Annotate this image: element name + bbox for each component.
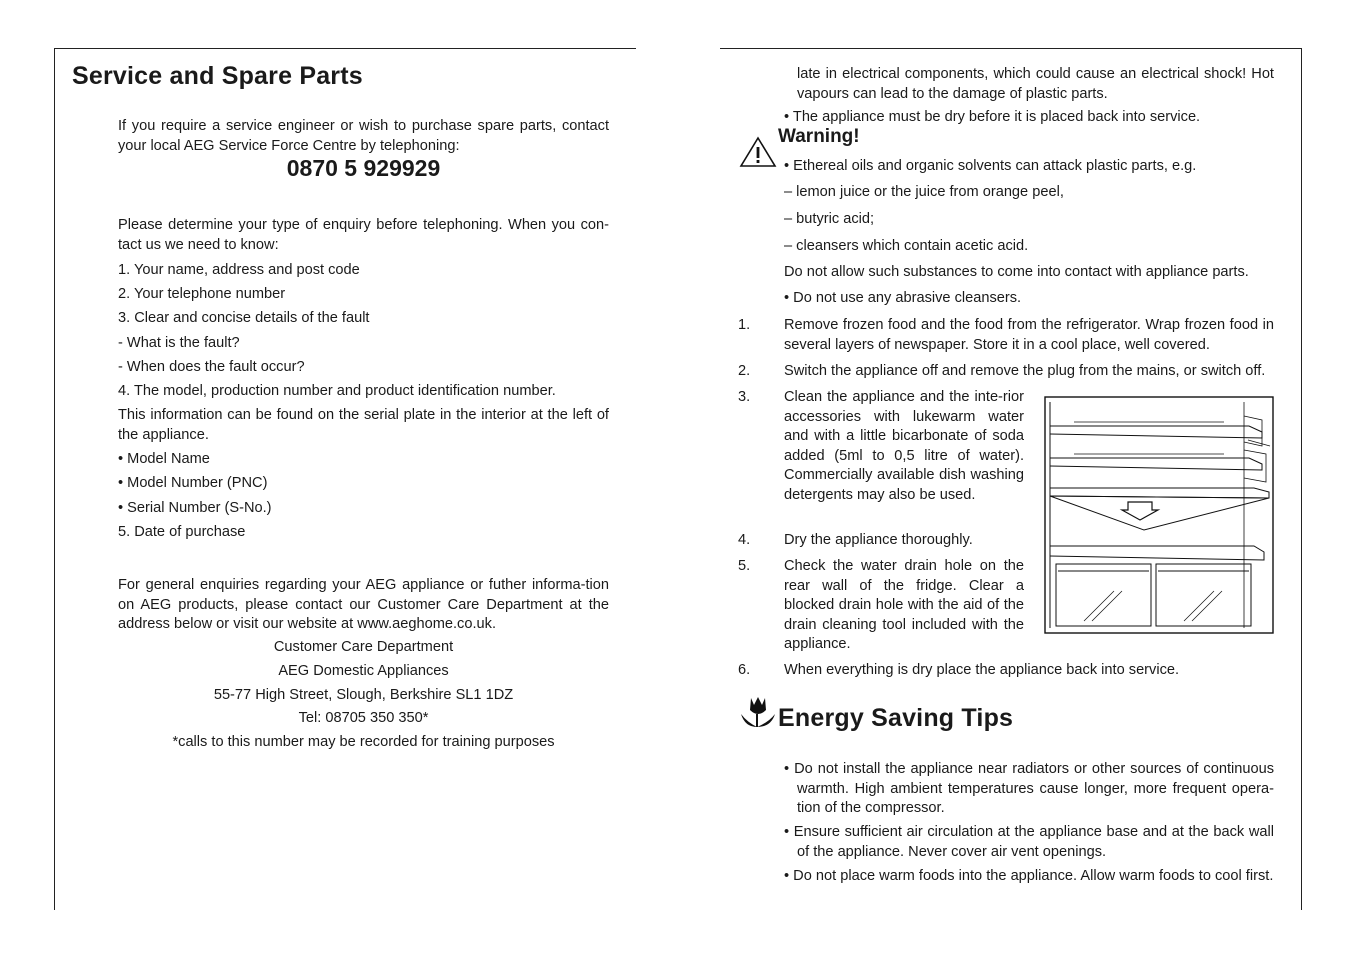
list-item: - What is the fault? (118, 335, 240, 351)
step-number: 1. (738, 317, 751, 333)
left-side-rule (54, 48, 55, 910)
dry-note: • The appliance must be dry before it is placed back into service. (784, 109, 1201, 125)
warning-line: Do not allow such substances to come into contact with appliance parts. (784, 264, 1249, 280)
energy-tip: • Ensure sufficient air circulation at the appliance base and at the back wall of the appliance. Never cover air vent openings. (784, 824, 1274, 860)
service-intro: If you require a service engineer or wish to purchase spare parts, contact your local AEG Service Force Centre by telephoning: (118, 118, 609, 154)
step-text: Dry the appliance thoroughly. (784, 532, 973, 548)
address-line: AEG Domestic Appliances (278, 663, 449, 679)
address-line: 55-77 High Street, Slough, Berkshire SL1 1DZ (213, 687, 514, 703)
warning-line: – butyric acid; (784, 211, 875, 227)
energy-tip: • Do not place warm foods into the appliance. Allow warm foods to cool first. (784, 868, 1274, 884)
warning-title: Warning! (778, 126, 860, 147)
list-item: 5. Date of purchase (118, 524, 246, 540)
step-text: Clean the appliance and the inte-rior accessories with lukewarm water and with a little bicarbonate of soda added (5ml to 0,5 litre of water). Commercially available dish washing detergents may also be used. (784, 389, 1024, 503)
warning-line: – cleansers which contain acetic acid. (784, 238, 1029, 254)
step-number: 4. (738, 532, 751, 548)
warning-line: – lemon juice or the juice from orange peel, (784, 184, 1064, 200)
address-line: Customer Care Department (273, 639, 454, 655)
list-item: 1. Your name, address and post code (118, 262, 360, 278)
tulip-icon (739, 694, 777, 732)
warning-icon (739, 136, 777, 168)
enquiry-intro: Please determine your type of enquiry before telephoning. When you con-tact us we need to know: (118, 217, 609, 253)
service-phone: 0870 5 929929 (286, 155, 441, 181)
list-item: 2. Your telephone number (118, 286, 286, 302)
address-line: *calls to this number may be recorded for training purposes (172, 734, 555, 750)
warning-line: • Do not use any abrasive cleansers. (784, 290, 1022, 306)
fridge-interior-illustration (1044, 396, 1274, 636)
step-number: 3. (738, 389, 751, 405)
list-item: • Model Number (PNC) (118, 475, 268, 491)
address-line: Tel: 08705 350 350* (298, 710, 429, 726)
continued-text: late in electrical components, which could cause an electrical shock! Hot vapours can lead to the damage of plastic parts. (797, 66, 1274, 102)
general-enquiries: For general enquiries regarding your AEG appliance or futher informa-tion on AEG products, please contact our Customer Care Department at the address below or visit our website at www.aeghome.co.uk. (118, 577, 609, 632)
left-top-rule (54, 48, 636, 49)
list-item: - When does the fault occur? (118, 359, 305, 375)
list-item: 4. The model, production number and product identification number. (118, 383, 556, 399)
right-side-rule (1301, 48, 1302, 910)
step-number: 2. (738, 363, 751, 379)
list-item: • Model Name (118, 451, 210, 467)
step-text: When everything is dry place the appliance back into service. (784, 662, 1180, 678)
warning-line: • Ethereal oils and organic solvents can attack plastic parts, e.g. (784, 158, 1197, 174)
step-text: Check the water drain hole on the rear wall of the fridge. Clear a blocked drain hole with the aid of the drain cleaning tool included with the appliance. (784, 558, 1024, 652)
step-number: 6. (738, 662, 751, 678)
energy-title: Energy Saving Tips (778, 704, 1014, 732)
serial-info: This information can be found on the serial plate in the interior at the left of the appliance. (118, 407, 609, 443)
step-number: 5. (738, 558, 751, 574)
list-item: 3. Clear and concise details of the fault (118, 310, 370, 326)
list-item: • Serial Number (S-No.) (118, 500, 272, 516)
service-title: Service and Spare Parts (72, 62, 363, 90)
step-text: Switch the appliance off and remove the plug from the mains, or switch off. (784, 363, 1266, 379)
step-text: Remove frozen food and the food from the refrigerator. Wrap frozen food in several layers of newspaper. Store it in a cool place, well covered. (784, 317, 1274, 353)
right-top-rule (720, 48, 1302, 49)
energy-tip: • Do not install the appliance near radiators or other sources of continuous warmth. High ambient temperatures cause longer, more frequent opera-tion of the compressor. (784, 761, 1274, 816)
